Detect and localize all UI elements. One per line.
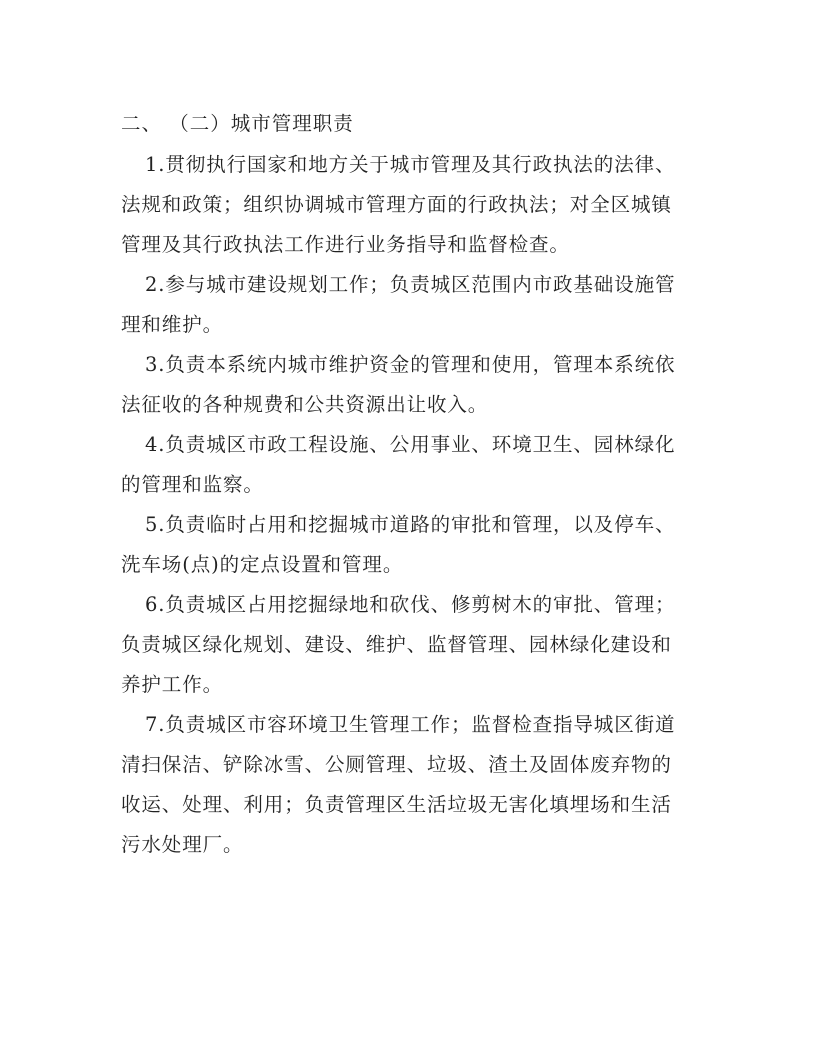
paragraph-5-line-1: 5.负责临时占用和挖掘城市道路的审批和管理，以及停车、 — [145, 513, 676, 536]
paragraph-7-line-2: 清扫保洁、铲除冰雪、公厕管理、垃圾、渣土及固体废弃物的 — [121, 753, 672, 776]
paragraph-6-line-3: 养护工作。 — [121, 673, 224, 696]
paragraph-4-line-1: 4.负责城区市政工程设施、公用事业、环境卫生、园林绿化 — [145, 433, 676, 456]
paragraph-2-line-1: 2.参与城市建设规划工作；负责城区范围内市政基础设施管 — [145, 273, 676, 296]
paragraph-1-line-2: 法规和政策；组织协调城市管理方面的行政执法；对全区城镇 — [121, 193, 672, 216]
section-heading: 二、 （二）城市管理职责 — [121, 112, 354, 135]
paragraph-6-line-1: 6.负责城区占用挖掘绿地和砍伐、修剪树木的审批、管理； — [145, 593, 676, 616]
paragraph-5-line-2: 洗车场(点)的定点设置和管理。 — [121, 553, 404, 576]
paragraph-6-line-2: 负责城区绿化规划、建设、维护、监督管理、园林绿化建设和 — [121, 633, 672, 656]
paragraph-2-line-2: 理和维护。 — [121, 313, 224, 336]
paragraph-1-line-3: 管理及其行政执法工作进行业务指导和监督检查。 — [121, 233, 570, 256]
paragraph-3-line-1: 3.负责本系统内城市维护资金的管理和使用，管理本系统依 — [145, 353, 676, 376]
paragraph-7-line-3: 收运、处理、利用；负责管理区生活垃圾无害化填埋场和生活 — [121, 793, 672, 816]
paragraph-1-line-1: 1.贯彻执行国家和地方关于城市管理及其行政执法的法律、 — [145, 153, 676, 176]
paragraph-3-line-2: 法征收的各种规费和公共资源出让收入。 — [121, 393, 489, 416]
paragraph-7-line-1: 7.负责城区市容环境卫生管理工作；监督检查指导城区街道 — [145, 713, 676, 736]
paragraph-4-line-2: 的管理和监察。 — [121, 473, 264, 496]
paragraph-7-line-4: 污水处理厂。 — [121, 833, 244, 856]
